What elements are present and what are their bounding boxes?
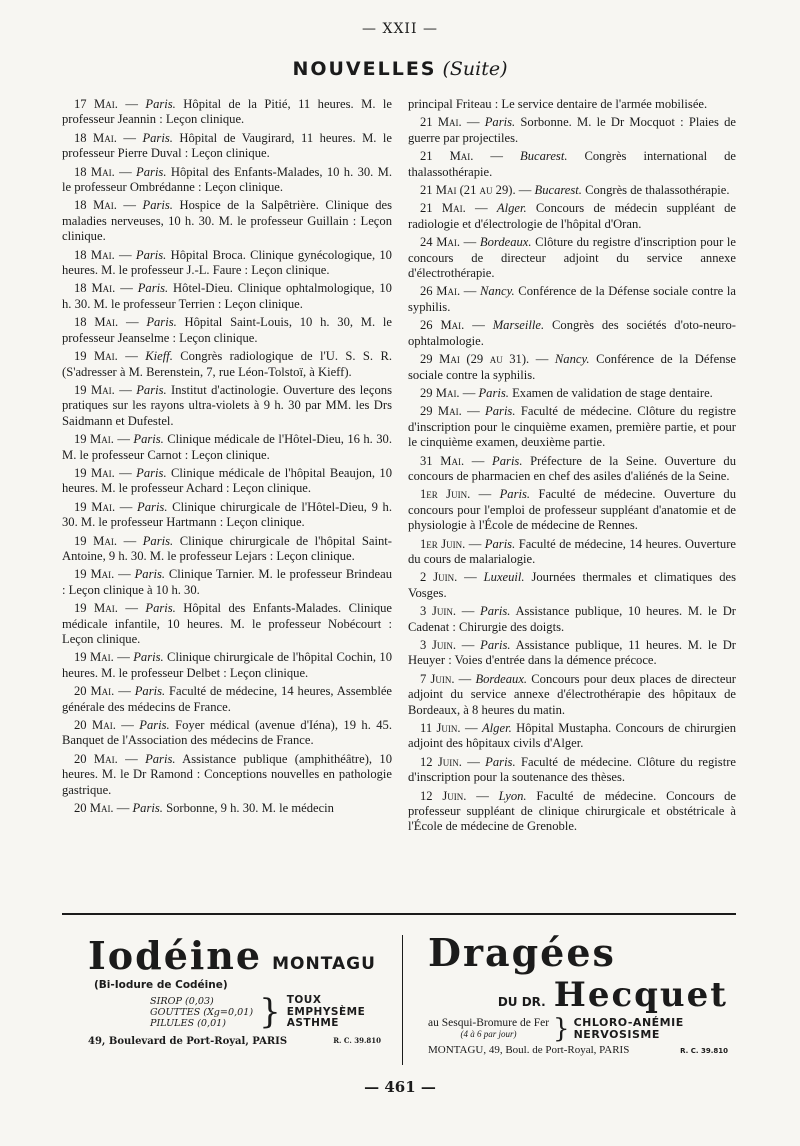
entry-text: Sorbonne, 9 h. 30. M. le médecin	[166, 801, 334, 816]
news-entry: 3 Juin. — Paris. Assistance publique, 10 heures. M. le Dr Cadenat : Chirurgie des doigts.	[408, 604, 736, 634]
news-entry: 24 Mai. — Bordeaux. Clôture du registre d'inscription pour le concours de directeur adjoint du service annexe d'électrothérapie.	[408, 235, 736, 281]
news-entry: 19 Mai. — Paris. Hôpital des Enfants-Malades. Clinique médicale infantile, 10 heures. M. le professeur Nobécourt : Leçon clinique.	[62, 601, 393, 646]
news-entry: 26 Mai. — Marseille. Congrès des sociétés d'oto-neuro-ophtalmologie.	[408, 318, 736, 348]
entry-date: 19 Mai.	[74, 601, 118, 616]
entry-place: Bordeaux.	[475, 671, 528, 686]
ad-iodeine-form: GOUTTES (Xg=0,01)	[150, 1006, 254, 1018]
entry-place: Alger.	[481, 721, 512, 736]
news-entry: 19 Mai. — Paris. Institut d'actinologie. Ouverture des leçons pratiques sur les rayons ultra-violets à 9 h. 30 par MM. les Drs Saidmann et Dufestel.	[62, 382, 392, 428]
entry-place: Paris.	[134, 567, 166, 582]
brace-icon: }	[553, 1014, 570, 1044]
news-entry: 19 Mai. — Paris. Clinique chirurgicale de l'Hôtel-Dieu, 9 h. 30. M. le professeur Hartmann : Leçon clinique.	[62, 499, 392, 530]
entry-text: Clinique Tarnier. M. le professeur Brindeau : Leçon clinique à 10 h. 30.	[62, 567, 392, 597]
entry-text: Hôpital Saint-Louis, 10 h. 30, M. le professeur Jeanselme : Leçon clinique.	[62, 315, 392, 345]
entry-place: Alger.	[496, 201, 527, 216]
ad-dragees-address: MONTAGU, 49, Boul. de Port-Royal, PARIS	[428, 1044, 630, 1056]
news-entry: 12 Juin. — Paris. Faculté de médecine. Clôture du registre d'inscription pour la soutenance des thèses.	[408, 754, 736, 785]
entry-place: Paris.	[492, 453, 523, 468]
entry-text: Assistance publique (amphithéâtre), 10 heures. M. le Dr Ramond : Conceptions nouvelles en pathologie gastrique.	[62, 751, 392, 797]
news-entry: 18 Mai. — Paris. Hôtel-Dieu. Clinique ophtalmologique, 10 h. 30. M. le professeur Terrien : Leçon clinique.	[62, 281, 392, 311]
entry-place: Paris.	[145, 751, 176, 766]
entry-date: 19 Mai.	[74, 349, 118, 364]
entry-date: 19 Mai.	[74, 533, 117, 548]
entry-date: 26 Mai.	[420, 284, 461, 299]
news-entry: 19 Mai. — Paris. Clinique chirurgicale de l'hôpital Cochin, 10 heures. M. le professeur Delbet : Leçon clinique.	[62, 650, 393, 680]
ad-iodeine-form: PILULES (0,01)	[150, 1017, 227, 1029]
entry-date: 1er Juin.	[420, 536, 466, 551]
entry-date: 20 Mai.	[74, 684, 115, 699]
news-entry: 19 Mai. — Paris. Clinique Tarnier. M. le professeur Brindeau : Leçon clinique à 10 h. 30.	[62, 567, 392, 597]
entry-place: Paris.	[136, 164, 167, 179]
entry-text: Faculté de médecine, 14 heures, Assemblée générale des médecins de France.	[62, 684, 393, 714]
news-entry: 18 Mai. — Paris. Hospice de la Salpêtrière. Clinique des maladies nerveuses, 10 h. 30. M. le professeur Guillain : Leçon clinique.	[62, 198, 393, 244]
news-entry: 19 Mai. — Paris. Clinique chirurgicale de l'hôpital Saint-Antoine, 9 h. 30. M. le professeur Lejars : Leçon clinique.	[62, 533, 392, 563]
entry-text: Faculté de médecine. Clôture du registre d'inscription pour le cinquième examen, première partie, et pour le cinquième examen, deuxième partie.	[408, 404, 736, 450]
ad-dragees-indication: NERVOSISME	[573, 1028, 660, 1041]
entry-date: 7 Juin.	[420, 671, 455, 686]
ad-dragees-indications	[574, 1017, 684, 1041]
entry-place: Paris.	[135, 247, 167, 262]
entry-place: Paris.	[136, 382, 167, 397]
news-entry: 19 Mai. — Paris. Clinique médicale de l'hôpital Beaujon, 10 heures. M. le professeur Achard : Leçon clinique.	[62, 465, 392, 496]
ad-iodeine-indication: EMPHYSÈME	[286, 1005, 366, 1018]
entry-place: Paris.	[146, 315, 177, 330]
entry-date: 20 Mai.	[74, 801, 114, 816]
entry-text: Congrès des sociétés d'oto-neuro-ophtalmologie.	[408, 318, 736, 348]
news-entry: 20 Mai. — Paris. Assistance publique (amphithéâtre), 10 heures. M. le Dr Ramond : Conceptions nouvelles en pathologie gastrique.	[62, 751, 392, 797]
entry-date: 3 Juin.	[420, 604, 457, 619]
entry-place: Paris.	[137, 281, 169, 296]
ad-iodeine-brand: MONTAGU	[272, 954, 376, 974]
entry-date: 3 Juin.	[420, 638, 457, 652]
entry-date: 29 Mai (29 au 31).	[420, 352, 530, 367]
news-entry: 18 Mai. — Paris. Hôpital Saint-Louis, 10 h. 30, M. le professeur Jeanselme : Leçon clinique.	[62, 315, 392, 345]
entry-text: Concours pour deux places de directeur adjoint du service annexe d'électrothérapie des hôpitaux de Bordeaux, à 8 heures du matin.	[408, 671, 737, 717]
entry-place: Paris.	[480, 638, 511, 652]
ad-dragees-indication: CHLORO-ANÉMIE	[573, 1016, 684, 1029]
news-entry: 18 Mai. — Paris. Hôpital Broca. Clinique gynécologique, 10 heures. M. le professeur J.-L. Faure : Leçon clinique.	[62, 247, 392, 278]
entry-date: 31 Mai.	[420, 453, 465, 468]
entry-date: 12 Juin.	[420, 788, 467, 803]
ad-dragees-dose: (4 à 6 par jour)	[460, 1029, 517, 1039]
entry-place: Kieff.	[145, 349, 173, 364]
ad-iodeine-indication: ASTHME	[286, 1017, 339, 1029]
section-title-suite: (Suite)	[442, 58, 508, 80]
entry-place: Paris.	[136, 465, 167, 480]
entry-text: Faculté de médecine, 14 heures. Ouverture du cours de malarialogie.	[408, 536, 736, 566]
entry-text: Clinique médicale de l'Hôtel-Dieu, 16 h. 30. M. le professeur Carnot : Leçon clinique.	[62, 432, 392, 462]
page-number: — 461 —	[364, 1078, 436, 1096]
entry-place: Paris.	[142, 198, 173, 213]
entry-place: Bordeaux.	[479, 235, 532, 250]
news-entry: 31 Mai. — Paris. Préfecture de la Seine. Ouverture du concours de pharmacien en chef des asiles d'aliénés de la Seine.	[408, 453, 736, 483]
entry-text: Faculté de médecine. Clôture du registre d'inscription pour la soutenance des thèses.	[408, 754, 736, 785]
entry-text: Journées thermales et climatiques des Vosges.	[408, 570, 737, 600]
news-entry: 21 Mai. — Paris. Sorbonne. M. le Dr Mocquot : Plaies de guerre par projectiles.	[408, 115, 737, 145]
entry-place: Paris.	[480, 604, 511, 619]
entry-place: Nancy.	[554, 352, 590, 367]
entry-date: 21 Mai (21 au 29).	[420, 183, 516, 198]
news-entry: 1er Juin. — Paris. Faculté de médecine. Ouverture du concours pour l'emploi de professeur suppléant d'anatomie et de physiologie à l'École de médecine de Rennes.	[408, 487, 736, 533]
entry-text: Hôpital Broca. Clinique gynécologique, 10 heures. M. le professeur J.-L. Faure : Leçon clinique.	[62, 247, 392, 278]
entry-place: Marseille.	[492, 318, 545, 333]
entry-text: Hôpital des Enfants-Malades, 10 h. 30. M. le professeur Ombrédanne : Leçon clinique.	[62, 164, 393, 195]
entry-place: Paris.	[139, 718, 170, 733]
news-entry: 1er Juin. — Paris. Faculté de médecine, 14 heures. Ouverture du cours de malarialogie.	[408, 536, 736, 566]
entry-text: Assistance publique, 10 heures. M. le Dr Cadenat : Chirurgie des doigts.	[408, 604, 736, 634]
entry-place: Paris.	[142, 533, 174, 548]
ad-iodeine-indication: TOUX	[286, 994, 322, 1006]
entry-date: 21 Mai.	[420, 149, 474, 164]
entry-text: Sorbonne. M. le Dr Mocquot : Plaies de guerre par projectiles.	[408, 115, 737, 145]
entry-place: Paris.	[133, 432, 164, 447]
ad-dragees-title: Dragées	[428, 930, 616, 975]
entry-date: 18 Mai.	[74, 247, 115, 262]
news-entry: 26 Mai. — Nancy. Conférence de la Défense sociale contre la syphilis.	[408, 284, 736, 314]
news-entry: 18 Mai. — Paris. Hôpital des Enfants-Malades, 10 h. 30. M. le professeur Ombrédanne : Leçon clinique.	[62, 164, 393, 195]
news-entry: 2 Juin. — Luxeuil. Journées thermales et climatiques des Vosges.	[408, 570, 737, 600]
news-entry: 20 Mai. — Paris. Foyer médical (avenue d'Iéna), 19 h. 45. Banquet de l'Association des médecins de France.	[62, 718, 392, 748]
brace-icon: }	[259, 992, 281, 1033]
entry-place: Paris.	[145, 97, 176, 111]
entry-text: Faculté de médecine. Concours de professeur suppléant de clinique chirurgicale et obstétricale à l'École de médecine de Grenoble.	[408, 788, 737, 834]
ads-vertical-divider	[402, 935, 403, 1065]
news-entry: 20 Mai. — Paris. Faculté de médecine, 14 heures, Assemblée générale des médecins de France.	[62, 684, 393, 714]
entry-place: Bucarest.	[534, 183, 582, 198]
right-column	[408, 97, 736, 838]
left-column	[62, 97, 392, 819]
entry-text: Hôpital de Vaugirard, 11 heures. M. le professeur Pierre Duval : Leçon clinique.	[62, 130, 392, 161]
entry-place: Paris.	[499, 487, 531, 502]
entry-date: 19 Mai.	[74, 465, 115, 480]
entry-text: Clinique médicale de l'hôpital Beaujon, 10 heures. M. le professeur Achard : Leçon clinique.	[62, 465, 392, 496]
ad-iodeine	[88, 935, 393, 1047]
entry-place: Bucarest.	[520, 149, 568, 164]
entry-text: Hôtel-Dieu. Clinique ophtalmologique, 10 h. 30. M. le professeur Terrien : Leçon clinique.	[62, 281, 392, 311]
entry-date: 18 Mai.	[74, 281, 116, 296]
entry-place: Paris.	[137, 499, 168, 514]
entry-text: Clinique chirurgicale de l'hôpital Cochin, 10 heures. M. le professeur Delbet : Leçon clinique.	[62, 650, 393, 680]
entry-text: Conférence de la Défense sociale contre la syphilis.	[408, 352, 736, 382]
news-entry: 7 Juin. — Bordeaux. Concours pour deux places de directeur adjoint du service annexe d'électrothérapie des hôpitaux de Bordeaux, à 8 heures du matin.	[408, 671, 737, 717]
entry-place: Paris.	[484, 115, 516, 130]
entry-date: 19 Mai.	[74, 650, 114, 665]
entry-text: Hospice de la Salpêtrière. Clinique des maladies nerveuses, 10 h. 30. M. le professeur Guillain : Leçon clinique.	[62, 198, 393, 244]
entry-date: 18 Mai.	[74, 130, 117, 145]
entry-date: 2 Juin.	[420, 570, 458, 585]
entry-date: 12 Juin.	[420, 754, 462, 769]
entry-date: 21 Mai.	[420, 115, 462, 130]
entry-place: Paris.	[142, 130, 173, 145]
entry-date: 18 Mai.	[74, 164, 115, 179]
entry-text: Concours de médecin suppléant de radiologie et d'électrologie de l'hôpital d'Oran.	[408, 201, 736, 231]
entry-text: Préfecture de la Seine. Ouverture du concours de pharmacien en chef des asiles d'aliénés de la Seine.	[408, 453, 736, 483]
entry-text: Faculté de médecine. Ouverture du concours pour l'emploi de professeur suppléant d'anatomie et de physiologie à l'École de médecine de Rennes.	[408, 487, 736, 533]
entry-place: Paris.	[484, 536, 516, 551]
news-entry: 29 Mai (29 au 31). — Nancy. Conférence de la Défense sociale contre la syphilis.	[408, 352, 736, 382]
ad-iodeine-indications	[287, 995, 366, 1030]
news-entry: 21 Mai. — Bucarest. Congrès international de thalassothérapie.	[408, 149, 736, 179]
page-header-roman: — XXII —	[362, 21, 438, 37]
entry-text: Clôture du registre d'inscription pour le concours de directeur adjoint du service annexe d'électrothérapie.	[408, 235, 736, 281]
entry-date: 20 Mai.	[74, 751, 118, 766]
entry-date: 19 Mai.	[74, 432, 114, 447]
entry-date: 29 Mai.	[420, 385, 460, 400]
entry-place: Paris.	[485, 404, 516, 419]
entry-place: Paris.	[485, 754, 516, 769]
entry-date: 19 Mai.	[74, 499, 116, 514]
entry-date: 11 Juin.	[420, 721, 461, 736]
entry-date: 18 Mai.	[74, 315, 119, 330]
entry-text: Clinique chirurgicale de l'hôpital Saint-Antoine, 9 h. 30. M. le professeur Lejars : Leçon clinique.	[62, 533, 392, 563]
news-entry: 21 Mai (21 au 29). — Bucarest. Congrès de thalassothérapie.	[420, 183, 730, 198]
entry-text: Hôpital Mustapha. Concours de chirurgien adjoint des hôpitaux civils d'Alger.	[408, 721, 737, 751]
entry-date: 17 Mai.	[74, 97, 118, 111]
ad-dragees-composition-block	[428, 1018, 549, 1040]
ad-iodeine-form: SIROP (0,03)	[150, 995, 214, 1007]
news-entry: 12 Juin. — Lyon. Faculté de médecine. Concours de professeur suppléant de clinique chirurgicale et obstétricale à l'École de médecine de Grenoble.	[408, 788, 737, 834]
entry-date: 18 Mai.	[74, 198, 117, 213]
entry-place: Paris.	[145, 601, 176, 616]
ad-dragees-hecquet	[428, 932, 728, 1056]
news-entry: 19 Mai. — Paris. Clinique médicale de l'Hôtel-Dieu, 16 h. 30. M. le professeur Carnot : Leçon clinique.	[62, 432, 392, 462]
entry-place: Paris.	[132, 801, 163, 816]
entry-text: Institut d'actinologie. Ouverture des leçons pratiques sur les rayons ultra-violets à 9 h. 30 par MM. les Drs Saidmann et Dufestel.	[62, 382, 392, 428]
ad-iodeine-forms	[150, 996, 253, 1029]
news-entry: 19 Mai. — Kieff. Congrès radiologique de l'U. S. S. R. (S'adresser à M. Berenstein, 7, rue Léon-Tolstoï, à Kieff).	[62, 349, 393, 379]
continuation-paragraph: principal Friteau : Le service dentaire de l'armée mobilisée.	[408, 97, 708, 111]
news-entry: 20 Mai. — Paris. Sorbonne, 9 h. 30. M. le médecin	[74, 801, 334, 816]
ad-iodeine-rc: R. C. 39.810	[333, 1035, 381, 1045]
ad-iodeine-address: 49, Boulevard de Port-Royal, PARIS	[88, 1035, 288, 1047]
entry-place: Luxeuil.	[483, 570, 525, 585]
entry-date: 24 Mai.	[420, 235, 461, 250]
entry-date: 29 Mai.	[420, 404, 462, 419]
news-entry: 17 Mai. — Paris. Hôpital de la Pitié, 11 heures. M. le professeur Jeannin : Leçon clinique.	[62, 97, 393, 127]
entry-place: Paris.	[134, 684, 166, 699]
ad-dragees-name: Hecquet	[553, 975, 728, 1015]
entry-date: 26 Mai.	[420, 318, 465, 333]
ad-iodeine-subtitle: (Bi-Iodure de Codéine)	[94, 979, 228, 991]
news-entry: 3 Juin. — Paris. Assistance publique, 11 heures. M. le Dr Heuyer : Voies d'entrée dans la démence précoce.	[408, 638, 736, 668]
entry-place: Nancy.	[480, 284, 515, 299]
section-title	[0, 58, 800, 80]
news-entry: 21 Mai. — Alger. Concours de médecin suppléant de radiologie et d'électrologie de l'hôpital d'Oran.	[408, 201, 736, 231]
entry-text: Congrès de thalassothérapie.	[585, 183, 730, 198]
entry-place: Lyon.	[498, 788, 527, 803]
entry-date: 20 Mai.	[74, 718, 116, 733]
entry-text: Congrès radiologique de l'U. S. S. R. (S'adresser à M. Berenstein, 7, rue Léon-Tolstoï, à Kieff).	[62, 349, 393, 379]
entry-text: Conférence de la Défense sociale contre la syphilis.	[408, 284, 736, 314]
ad-dragees-rc: R. C. 39.810	[680, 1047, 728, 1055]
ad-iodeine-title: Iodéine	[88, 933, 263, 978]
ads-divider-rule	[62, 913, 736, 915]
entry-text: Hôpital de la Pitié, 11 heures. M. le professeur Jeannin : Leçon clinique.	[62, 97, 393, 127]
entry-text: Hôpital des Enfants-Malades. Clinique médicale infantile, 10 heures. M. le professeur Nobécourt : Leçon clinique.	[62, 601, 393, 646]
entry-place: Paris.	[478, 385, 509, 400]
news-entry: 18 Mai. — Paris. Hôpital de Vaugirard, 11 heures. M. le professeur Pierre Duval : Leçon clinique.	[62, 130, 392, 161]
news-entry: 11 Juin. — Alger. Hôpital Mustapha. Concours de chirurgien adjoint des hôpitaux civils d'Alger.	[408, 721, 737, 751]
entry-date: 1er Juin.	[420, 487, 471, 502]
news-entry: 29 Mai. — Paris. Examen de validation de stage dentaire.	[420, 385, 713, 400]
ad-dragees-du-dr: DU DR.	[497, 995, 546, 1009]
section-title-text: NOUVELLES	[292, 58, 437, 80]
entry-text: Assistance publique, 11 heures. M. le Dr Heuyer : Voies d'entrée dans la démence précoce.	[408, 638, 736, 668]
entry-date: 21 Mai.	[420, 201, 466, 216]
news-entry: 29 Mai. — Paris. Faculté de médecine. Clôture du registre d'inscription pour le cinquième examen, première partie, et pour le cinquième examen, deuxième partie.	[408, 404, 736, 450]
entry-text: Examen de validation de stage dentaire.	[512, 385, 713, 400]
entry-text: Congrès international de thalassothérapie.	[408, 149, 736, 179]
entry-text: Clinique chirurgicale de l'Hôtel-Dieu, 9 h. 30. M. le professeur Hartmann : Leçon clinique.	[62, 499, 392, 530]
entry-date: 19 Mai.	[74, 382, 115, 397]
entry-place: Paris.	[133, 650, 164, 665]
entry-date: 19 Mai.	[74, 567, 115, 582]
entry-text: Foyer médical (avenue d'Iéna), 19 h. 45. Banquet de l'Association des médecins de France.	[62, 718, 392, 748]
ad-dragees-composition: au Sesqui-Bromure de Fer	[428, 1017, 550, 1029]
